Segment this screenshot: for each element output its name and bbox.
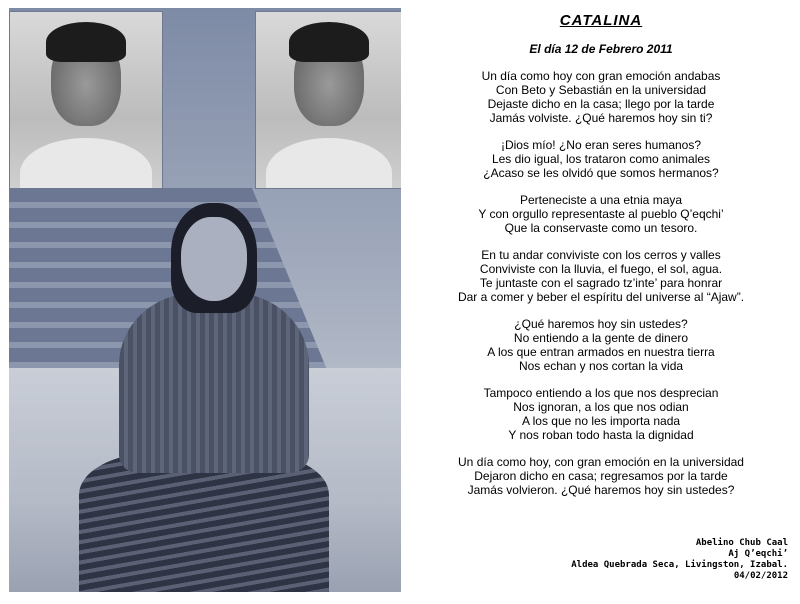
poem [410,10,792,510]
poem-line: Y nos roban todo hasta la dignidad [508,428,694,442]
signature-date: 04/02/2012 [733,571,788,581]
poem-line: ¿Acaso se les olvidó que somos hermanos? [483,166,719,180]
poem-line: Jamás volvieron. ¿Qué haremos hoy sin ustedes? [467,483,735,497]
poem-line: A los que no les importa nada [521,414,681,428]
poem-line: Con Beto y Sebastián en la universidad [495,83,707,97]
stanza [410,193,792,235]
woman-photo [79,203,329,592]
poem-line: Jamás volviste. ¿Qué haremos hoy sin ti? [489,111,713,125]
author-name: Abelino Chub Caal [695,538,788,548]
portrait-man-right [255,11,401,189]
poem-line: Nos ignoran, a los que nos odian [513,400,689,414]
poem-line: No entiendo a la gente de dinero [513,331,689,345]
poem-line: Nos echan y nos cortan la vida [518,359,684,373]
poem-line: Les dio igual, los trataron como animales [491,152,711,166]
portrait-man-left [9,11,163,189]
poem-line: Que la conservaste como un tesoro. [504,221,698,235]
author-place: Aldea Quebrada Seca, Livingston, Izabal. [571,560,788,570]
poem-line: Tampoco entiendo a los que nos desprecian [483,386,719,400]
poem-line: Conviviste con la lluvia, el fuego, el sol, agua. [479,262,723,276]
stanza [410,317,792,373]
signature-block [571,538,788,582]
poem-line: ¿Qué haremos hoy sin ustedes? [514,317,688,331]
poem-line: Dejaron dicho en casa; regresamos por la tarde [474,469,728,483]
stanza [410,248,792,304]
poem-line: Un día como hoy, con gran emoción en la universidad [458,455,744,469]
author-alias: Aj Q’eqchi’ [728,549,788,559]
poem-line: Perteneciste a una etnia maya [519,193,683,207]
stanza [410,386,792,442]
stanza [410,69,792,125]
stanza [410,138,792,180]
poem-date: El día 12 de Febrero 2011 [529,42,673,56]
poem-line: ¡Dios mío! ¿No eran seres humanos? [500,138,702,152]
poem-title: CATALINA [559,12,643,29]
poem-line: Dejaste dicho en la casa; llego por la tarde [487,97,715,111]
poem-line: A los que entran armados en nuestra tierra [487,345,715,359]
photo-collage [9,8,401,592]
poem-line: Y con orgullo representaste al pueblo Q’eqchi’ [478,207,724,221]
poem-line: Dar a comer y beber el espíritu del universe al “Ajaw”. [457,290,745,304]
poem-line: Te juntaste con el sagrado tz’inte’ para honrar [479,276,723,290]
stanza [410,455,792,497]
poem-line: En tu andar conviviste con los cerros y valles [481,248,721,262]
poem-line: Un día como hoy con gran emoción andabas [481,69,721,83]
